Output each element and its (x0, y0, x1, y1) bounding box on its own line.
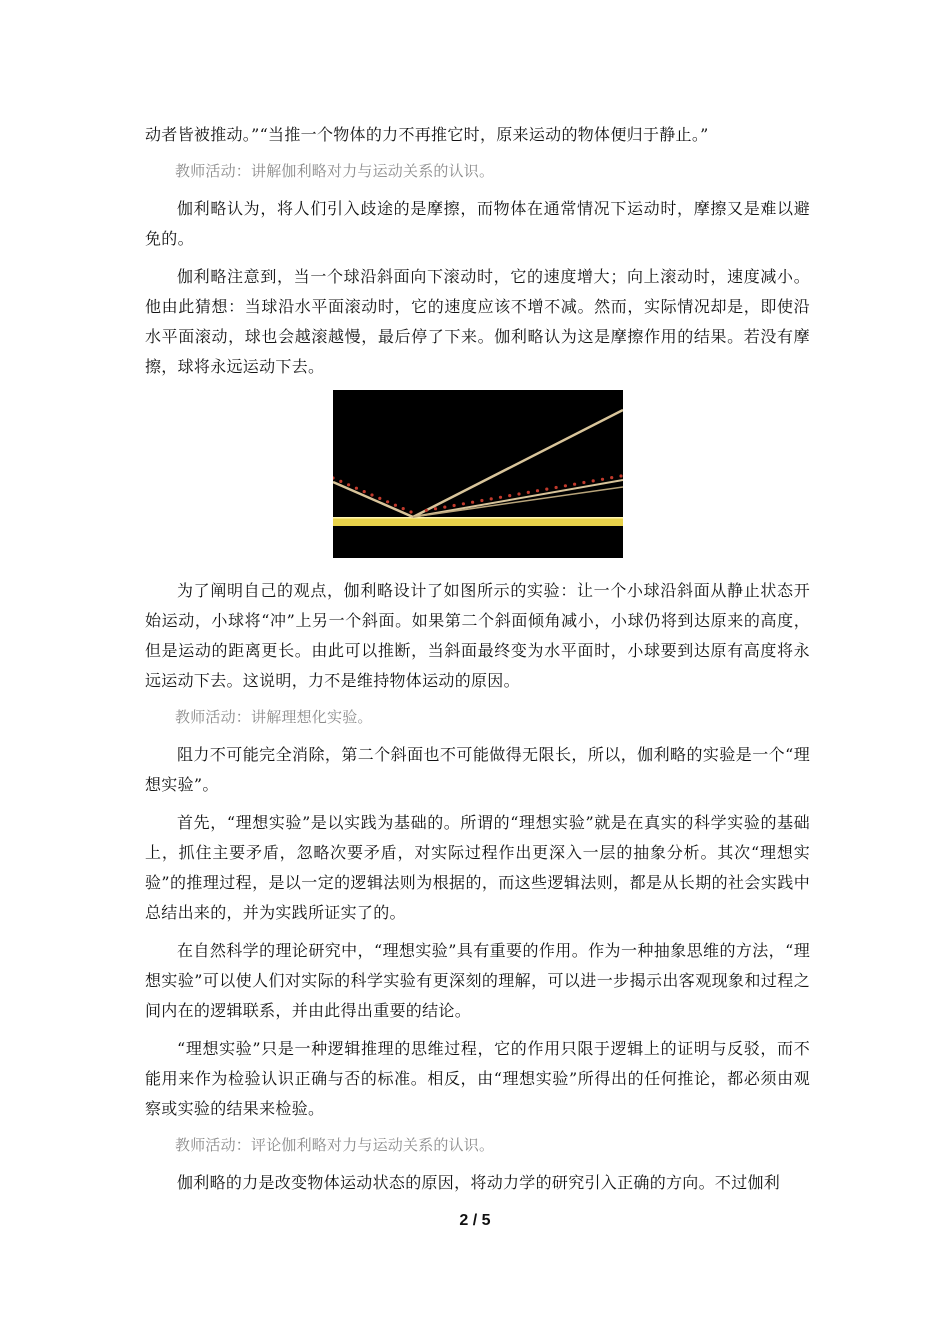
teacher-activity-note: 教师活动：讲解伽利略对力与运动关系的认识。 (175, 162, 495, 180)
ball-position-dot (619, 474, 622, 477)
ball-position-dot (591, 479, 594, 482)
ball-position-dot (535, 489, 538, 492)
paragraph: “理想实验”只是一种逻辑推理的思维过程，它的作用只限于逻辑上的证明与反驳，而不能用来作为检验认识正确与否的标准。相反，由“理想实验”所得出的任何推论，都必须由观察或实验的结果来检验。 (145, 1039, 810, 1118)
ball-position-dot (443, 506, 446, 509)
ball-position-dot (517, 492, 520, 495)
ball-position-dot (378, 497, 381, 500)
paragraph: 在自然科学的理论研究中，“理想实验”具有重要的作用。作为一种抽象思维的方法，“理想实验”可以使人们对实际的科学实验有更深刻的理解，可以进一步揭示出客观现象和过程之间内在的逻辑联系，并由此得出重要的结论。 (145, 941, 810, 1020)
paragraph: 伽利略认为，将人们引入歧途的是摩擦，而物体在通常情况下运动时，摩擦又是难以避免的。 (145, 199, 810, 248)
ball-position-dot (433, 507, 436, 510)
ball-position-dot (498, 496, 501, 499)
ball-position-dot (354, 487, 357, 490)
teacher-activity-note: 教师活动：评论伽利略对力与运动关系的认识。 (175, 1136, 495, 1154)
ball-position-dot (508, 494, 511, 497)
ball-position-dot (362, 490, 365, 493)
paragraph: 阻力不可能完全消除，第二个斜面也不可能做得无限长，所以，伽利略的实验是一个“理想实验”。 (145, 745, 810, 794)
ball-position-dot (401, 507, 404, 510)
paragraph: 为了阐明自己的观点，伽利略设计了如图所示的实验：让一个小球沿斜面从静止状态开始运动，小球将“冲”上另一个斜面。如果第二个斜面倾角减小，小球仍将到达原来的高度，但是运动的距离更长。由此可以推断，当斜面最终变为水平面时，小球要到达原有高度将永远运动下去。这说明，力不是维持物体运动的原因。 (145, 581, 810, 690)
ball-position-dot (563, 484, 566, 487)
paragraph: 伽利略的力是改变物体运动状态的原因，将动力学的研究引入正确的方向。不过伽利 (177, 1173, 781, 1192)
ball-position-dot (545, 488, 548, 491)
ball-position-dot (610, 476, 613, 479)
experiment-illustration (333, 390, 623, 558)
base-rail (333, 518, 623, 526)
ball-position-dot (582, 481, 585, 484)
base-rail-highlight (333, 517, 623, 519)
paragraph: 动者皆被推动。”“当推一个物体的力不再推它时，原来运动的物体便归于静止。” (145, 125, 709, 144)
ball-position-dot (480, 499, 483, 502)
ball-position-dot (471, 501, 474, 504)
ball-position-dot (424, 509, 427, 512)
ball-position-dot (600, 478, 603, 481)
ball-position-dot (573, 483, 576, 486)
ball-position-dot (370, 493, 373, 496)
ball-position-dot (409, 510, 412, 513)
ball-position-dot (386, 500, 389, 503)
photo-background (333, 390, 623, 558)
ball-position-dot (554, 486, 557, 489)
ball-position-dot (393, 504, 396, 507)
ball-position-dot (347, 483, 350, 486)
ball-position-dot (489, 497, 492, 500)
page-number: 2 / 5 (459, 1212, 491, 1229)
page-content (145, 120, 810, 1206)
ball-position-dot (452, 504, 455, 507)
figure-container (145, 390, 810, 558)
inclined-plane-experiment-photo (333, 390, 623, 558)
teacher-activity-note: 教师活动：讲解理想化实验。 (175, 708, 373, 726)
paragraph: 首先，“理想实验”是以实践为基础的。所谓的“理想实验”就是在真实的科学实验的基础上，抓住主要矛盾，忽略次要矛盾，对实际过程作出更深入一层的抽象分析。其次“理想实验”的推理过程，是以一定的逻辑法则为根据的，而这些逻辑法则，都是从长期的社会实践中总结出来的，并为实践所证实了的。 (145, 813, 810, 922)
ball-position-dot (339, 480, 342, 483)
ball-position-dot (526, 491, 529, 494)
paragraph: 伽利略注意到，当一个球沿斜面向下滚动时，它的速度增大；向上滚动时，速度减小。他由此猜想：当球沿水平面滚动时，它的速度应该不增不减。然而，实际情况却是，即使沿水平面滚动，球也会越滚越慢，最后停了下来。伽利略认为这是摩擦作用的结果。若没有摩擦，球将永远运动下去。 (145, 267, 810, 376)
ball-position-dot (461, 502, 464, 505)
